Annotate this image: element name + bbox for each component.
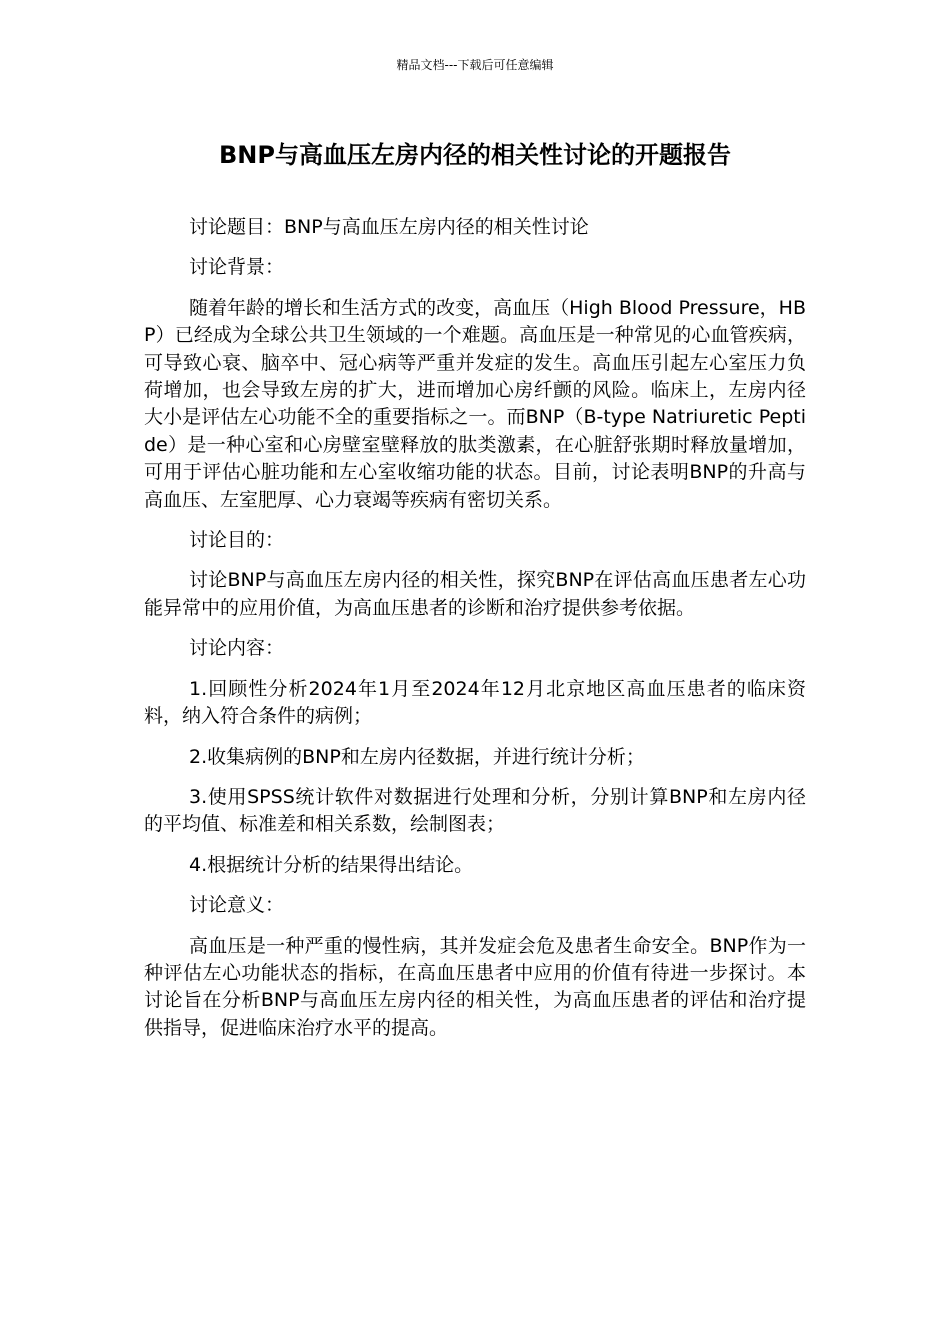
content-item-4: 4.根据统计分析的结果得出结论。 [189,853,474,876]
background-paragraph: 随着年龄的增长和生活方式的改变，高血压（High Blood Pressure，HBP）已经成为全球公共卫生领域的一个难题。高血压是一种常见的心血管疾病，可导致心衰、脑卒中、冠心病等严重并发症的发生。高血压引起左心室压力负荷增加，也会导致左房的扩大，进而增加心房纤颤的风险。临床上，左房内径大小是评估左心功能不全的重要指标之一。而BNP（B-type Natriuretic Peptide）是一种心室和心房壁室壁释放的肽类激素，在心脏舒张期时释放量增加，可用于评估心脏功能和左心室收缩功能的状态。目前，讨论表明BNP的升高与高血压、左室肥厚、心力衰竭等疾病有密切关系。 [144,296,806,511]
content-item-2: 2.收集病例的BNP和左房内径数据，并进行统计分析； [189,745,645,768]
significance-heading: 讨论意义： [189,894,285,917]
research-topic: 讨论题目：BNP与高血压左房内径的相关性讨论 [189,216,589,238]
content-item-3: 3.使用SPSS统计软件对数据进行处理和分析，分别计算BNP和左房内径的平均值、标准差和相关系数，绘制图表； [144,785,806,836]
background-heading: 讨论背景： [189,256,285,279]
significance-paragraph: 高血压是一种严重的慢性病，其并发症会危及患者生命安全。BNP作为一种评估左心功能状态的指标，在高血压患者中应用的价值有待进一步探讨。本讨论旨在分析BNP与高血压左房内径的相关性，为高血压患者的评估和治疗提供指导，促进临床治疗水平的提高。 [144,934,806,1039]
objective-paragraph: 讨论BNP与高血压左房内径的相关性，探究BNP在评估高血压患者左心功能异常中的应用价值，为高血压患者的诊断和治疗提供参考依据。 [144,569,806,619]
content-item-1: 1.回顾性分析2024年1月至2024年12月北京地区高血压患者的临床资料，纳入符合条件的病例； [144,677,806,728]
content-heading: 讨论内容： [189,637,285,660]
objective-heading: 讨论目的： [189,529,285,552]
document-title: BNP与高血压左房内径的相关性讨论的开题报告 [219,141,731,169]
header-note: 精品文档---下载后可任意编辑 [396,58,554,72]
document-body [144,214,806,1055]
